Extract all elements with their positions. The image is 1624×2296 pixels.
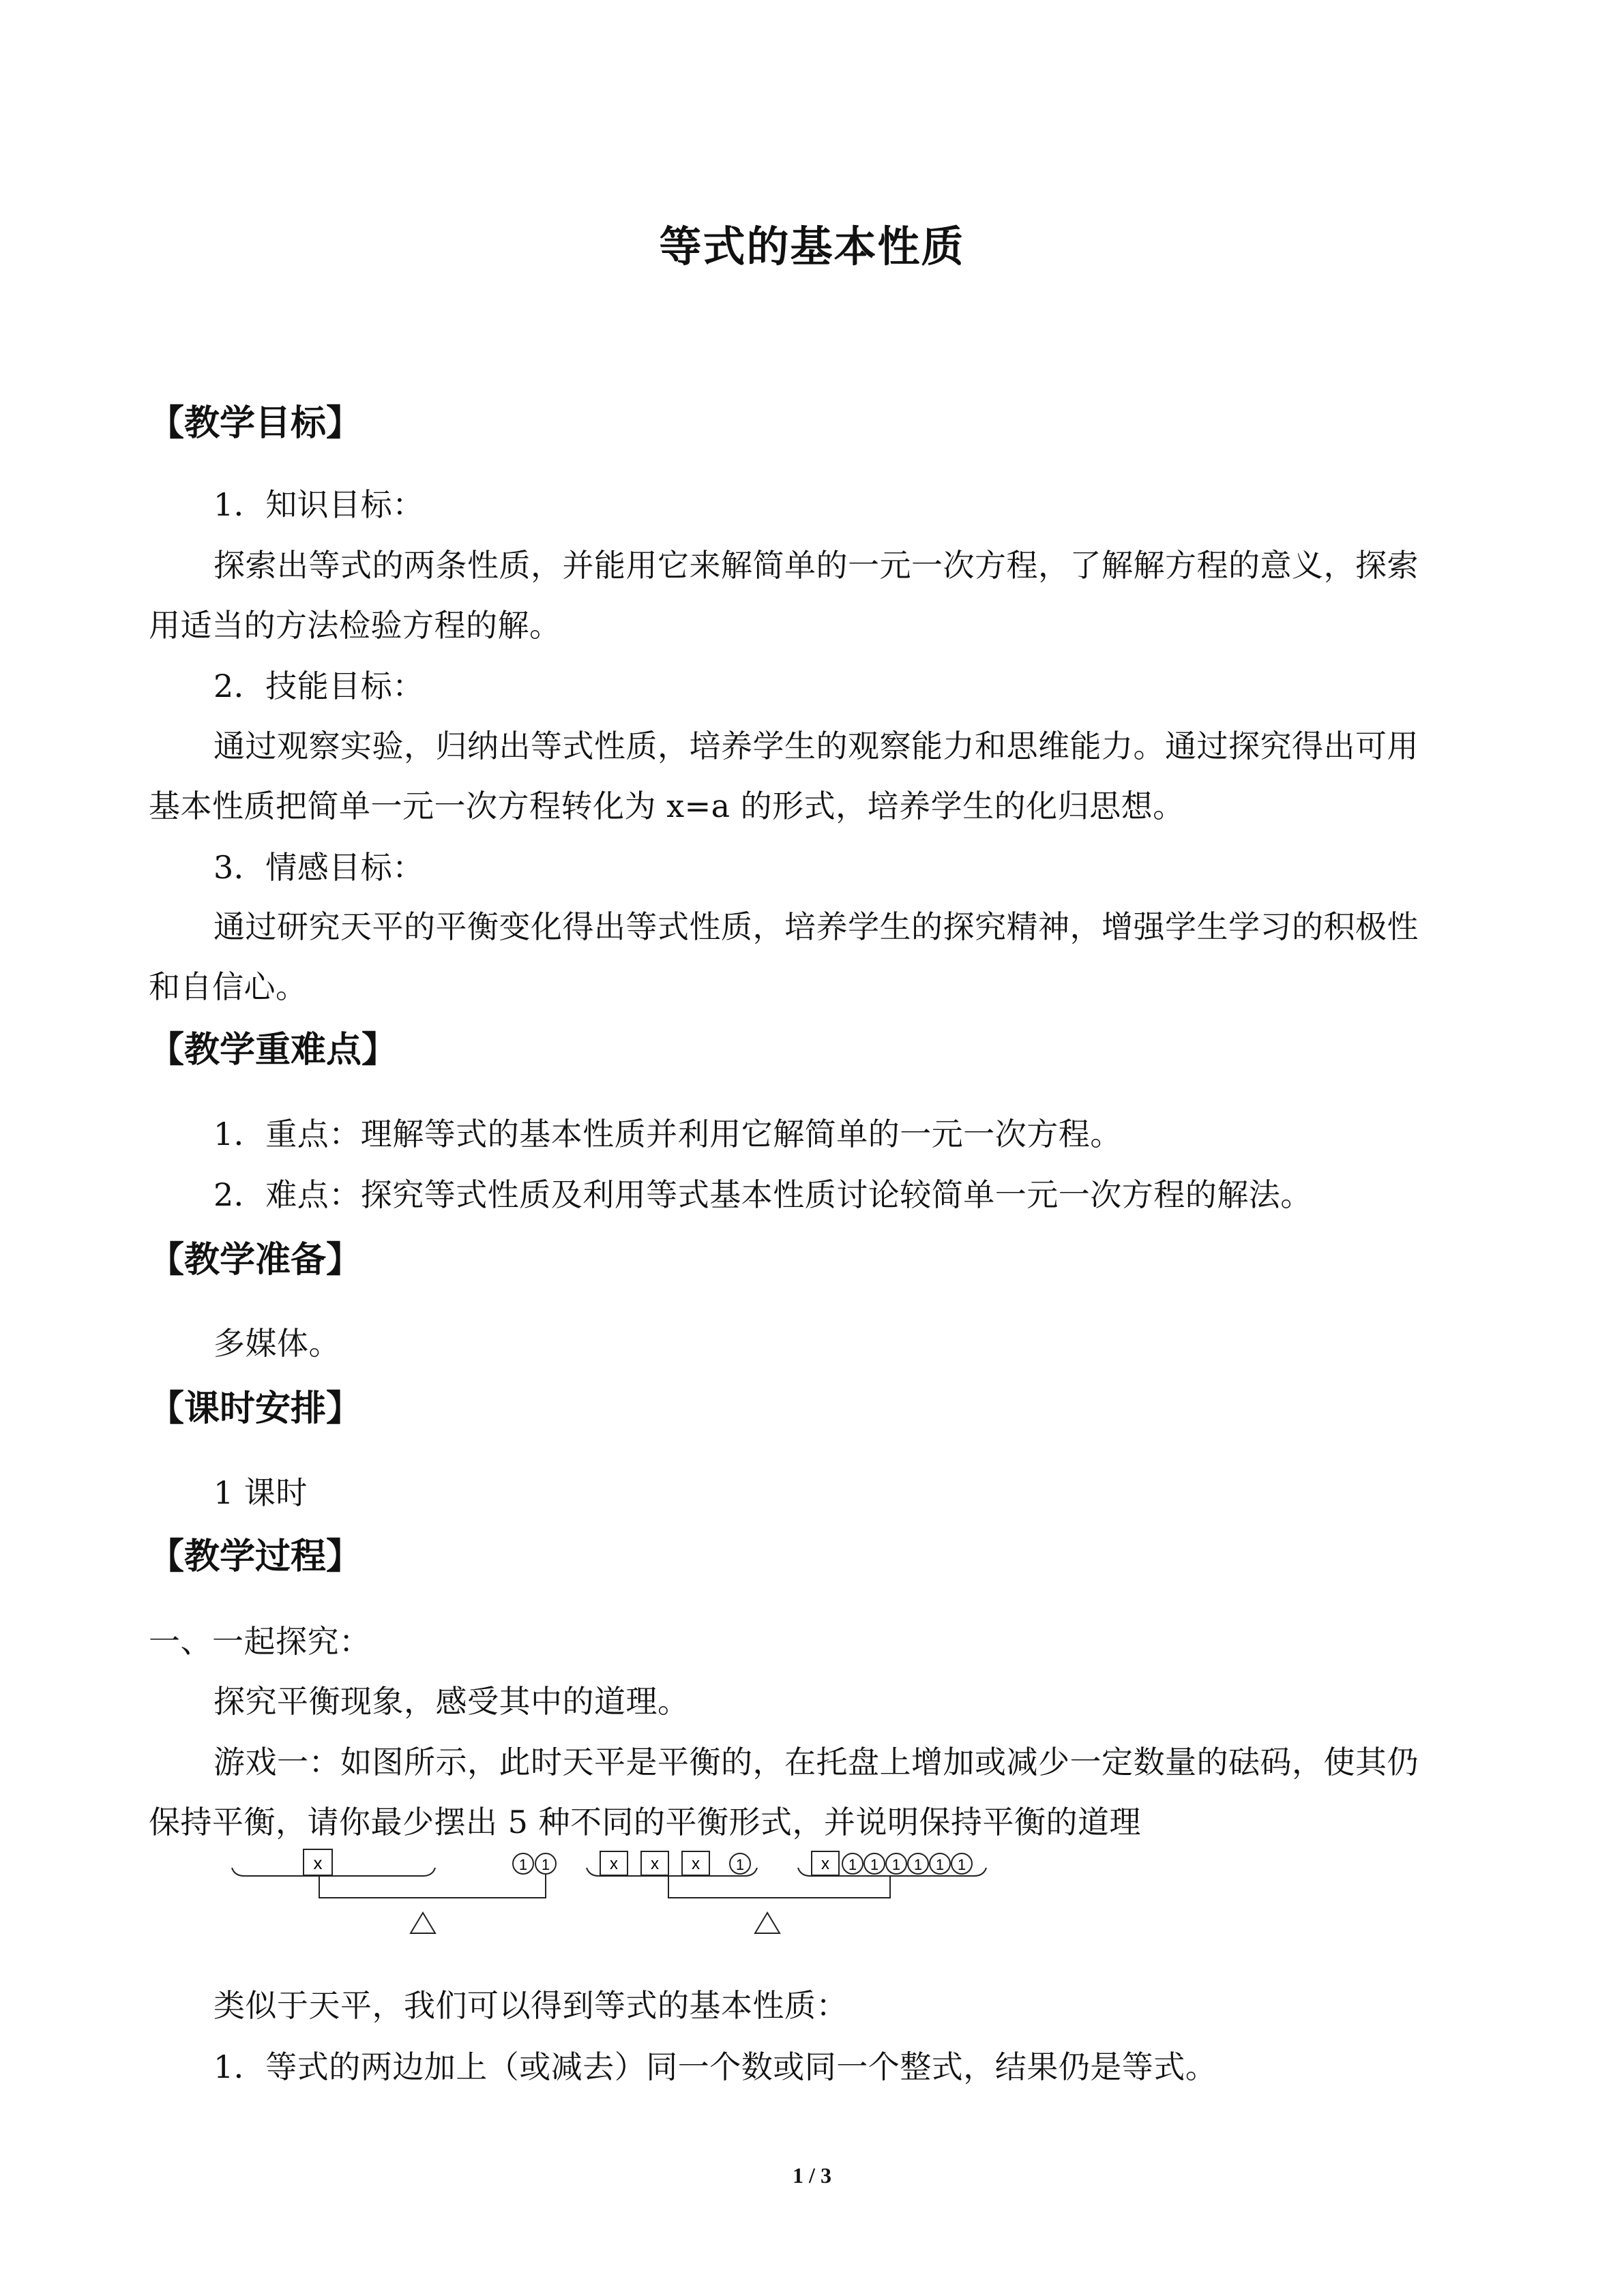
game-1-text-2: 保持平衡，请你最少摆出 5 种不同的平衡形式，并说明保持平衡的道理 xyxy=(149,1804,1142,1840)
key-point-1: 1．重点：理解等式的基本性质并利用它解简单的一元一次方程。 xyxy=(213,1116,1122,1152)
knowledge-goal-label: 1．知识目标： xyxy=(213,486,424,523)
balance-scale-1 xyxy=(232,1849,556,1933)
heading-key-points: 【教学重难点】 xyxy=(149,1029,398,1071)
game-1-text-1: 游戏一：如图所示，此时天平是平衡的，在托盘上增加或减少一定数量的砝码，使其仍 xyxy=(213,1744,1419,1780)
heading-objectives: 【教学目标】 xyxy=(149,402,362,444)
document-title: 等式的基本性质 xyxy=(659,222,965,271)
emotion-goal-label: 3．情感目标： xyxy=(213,849,424,886)
svg-text:1: 1 xyxy=(913,1856,923,1873)
page-number: 1 / 3 xyxy=(793,2163,831,2188)
knowledge-goal-text-1: 探索出等式的两条性质，并能用它来解简单的一元一次方程，了解解方程的意义，探索 xyxy=(213,547,1419,584)
balance-scale-2 xyxy=(587,1851,986,1933)
svg-text:1: 1 xyxy=(735,1856,745,1873)
svg-text:1: 1 xyxy=(957,1856,966,1873)
svg-text:1: 1 xyxy=(518,1856,528,1873)
preparation-text: 多媒体。 xyxy=(213,1325,340,1362)
property-1-text: 1．等式的两边加上（或减去）同一个数或同一个整式，结果仍是等式。 xyxy=(213,2048,1217,2085)
heading-schedule: 【课时安排】 xyxy=(149,1388,362,1429)
svg-text:x: x xyxy=(651,1855,659,1873)
heading-process: 【教学过程】 xyxy=(149,1536,362,1577)
knowledge-goal-text-2: 用适当的方法检验方程的解。 xyxy=(149,607,561,644)
svg-text:1: 1 xyxy=(870,1856,879,1873)
process-intro: 探究平衡现象，感受其中的道理。 xyxy=(213,1683,690,1720)
skill-goal-label: 2．技能目标： xyxy=(213,668,424,704)
key-point-2: 2．难点：探究等式性质及利用等式基本性质讨论较简单一元一次方程的解法。 xyxy=(213,1176,1312,1213)
skill-goal-text-1: 通过观察实验，归纳出等式性质，培养学生的观察能力和思维能力。通过探究得出可用 xyxy=(213,728,1419,764)
emotion-goal-text-2: 和自信心。 xyxy=(149,968,308,1005)
svg-text:1: 1 xyxy=(891,1856,901,1873)
svg-text:x: x xyxy=(821,1855,829,1873)
svg-text:1: 1 xyxy=(848,1856,857,1873)
analogy-text: 类似于天平，我们可以得到等式的基本性质： xyxy=(213,1987,848,2024)
schedule-text: 1 课时 xyxy=(213,1474,308,1511)
svg-text:x: x xyxy=(692,1855,700,1873)
balance-scale-figure xyxy=(225,1838,1009,1940)
process-part-1: 一、一起探究： xyxy=(149,1623,371,1660)
emotion-goal-text-1: 通过研究天平的平衡变化得出等式性质，培养学生的探究精神，增强学生学习的积极性 xyxy=(213,908,1419,945)
skill-goal-text-2: 基本性质把简单一元一次方程转化为 x=a 的形式，培养学生的化归思想。 xyxy=(149,788,1185,824)
svg-text:1: 1 xyxy=(935,1856,945,1873)
svg-text:x: x xyxy=(610,1855,618,1873)
svg-text:x: x xyxy=(313,1853,323,1873)
heading-preparation: 【教学准备】 xyxy=(149,1239,362,1281)
svg-text:1: 1 xyxy=(541,1856,550,1873)
